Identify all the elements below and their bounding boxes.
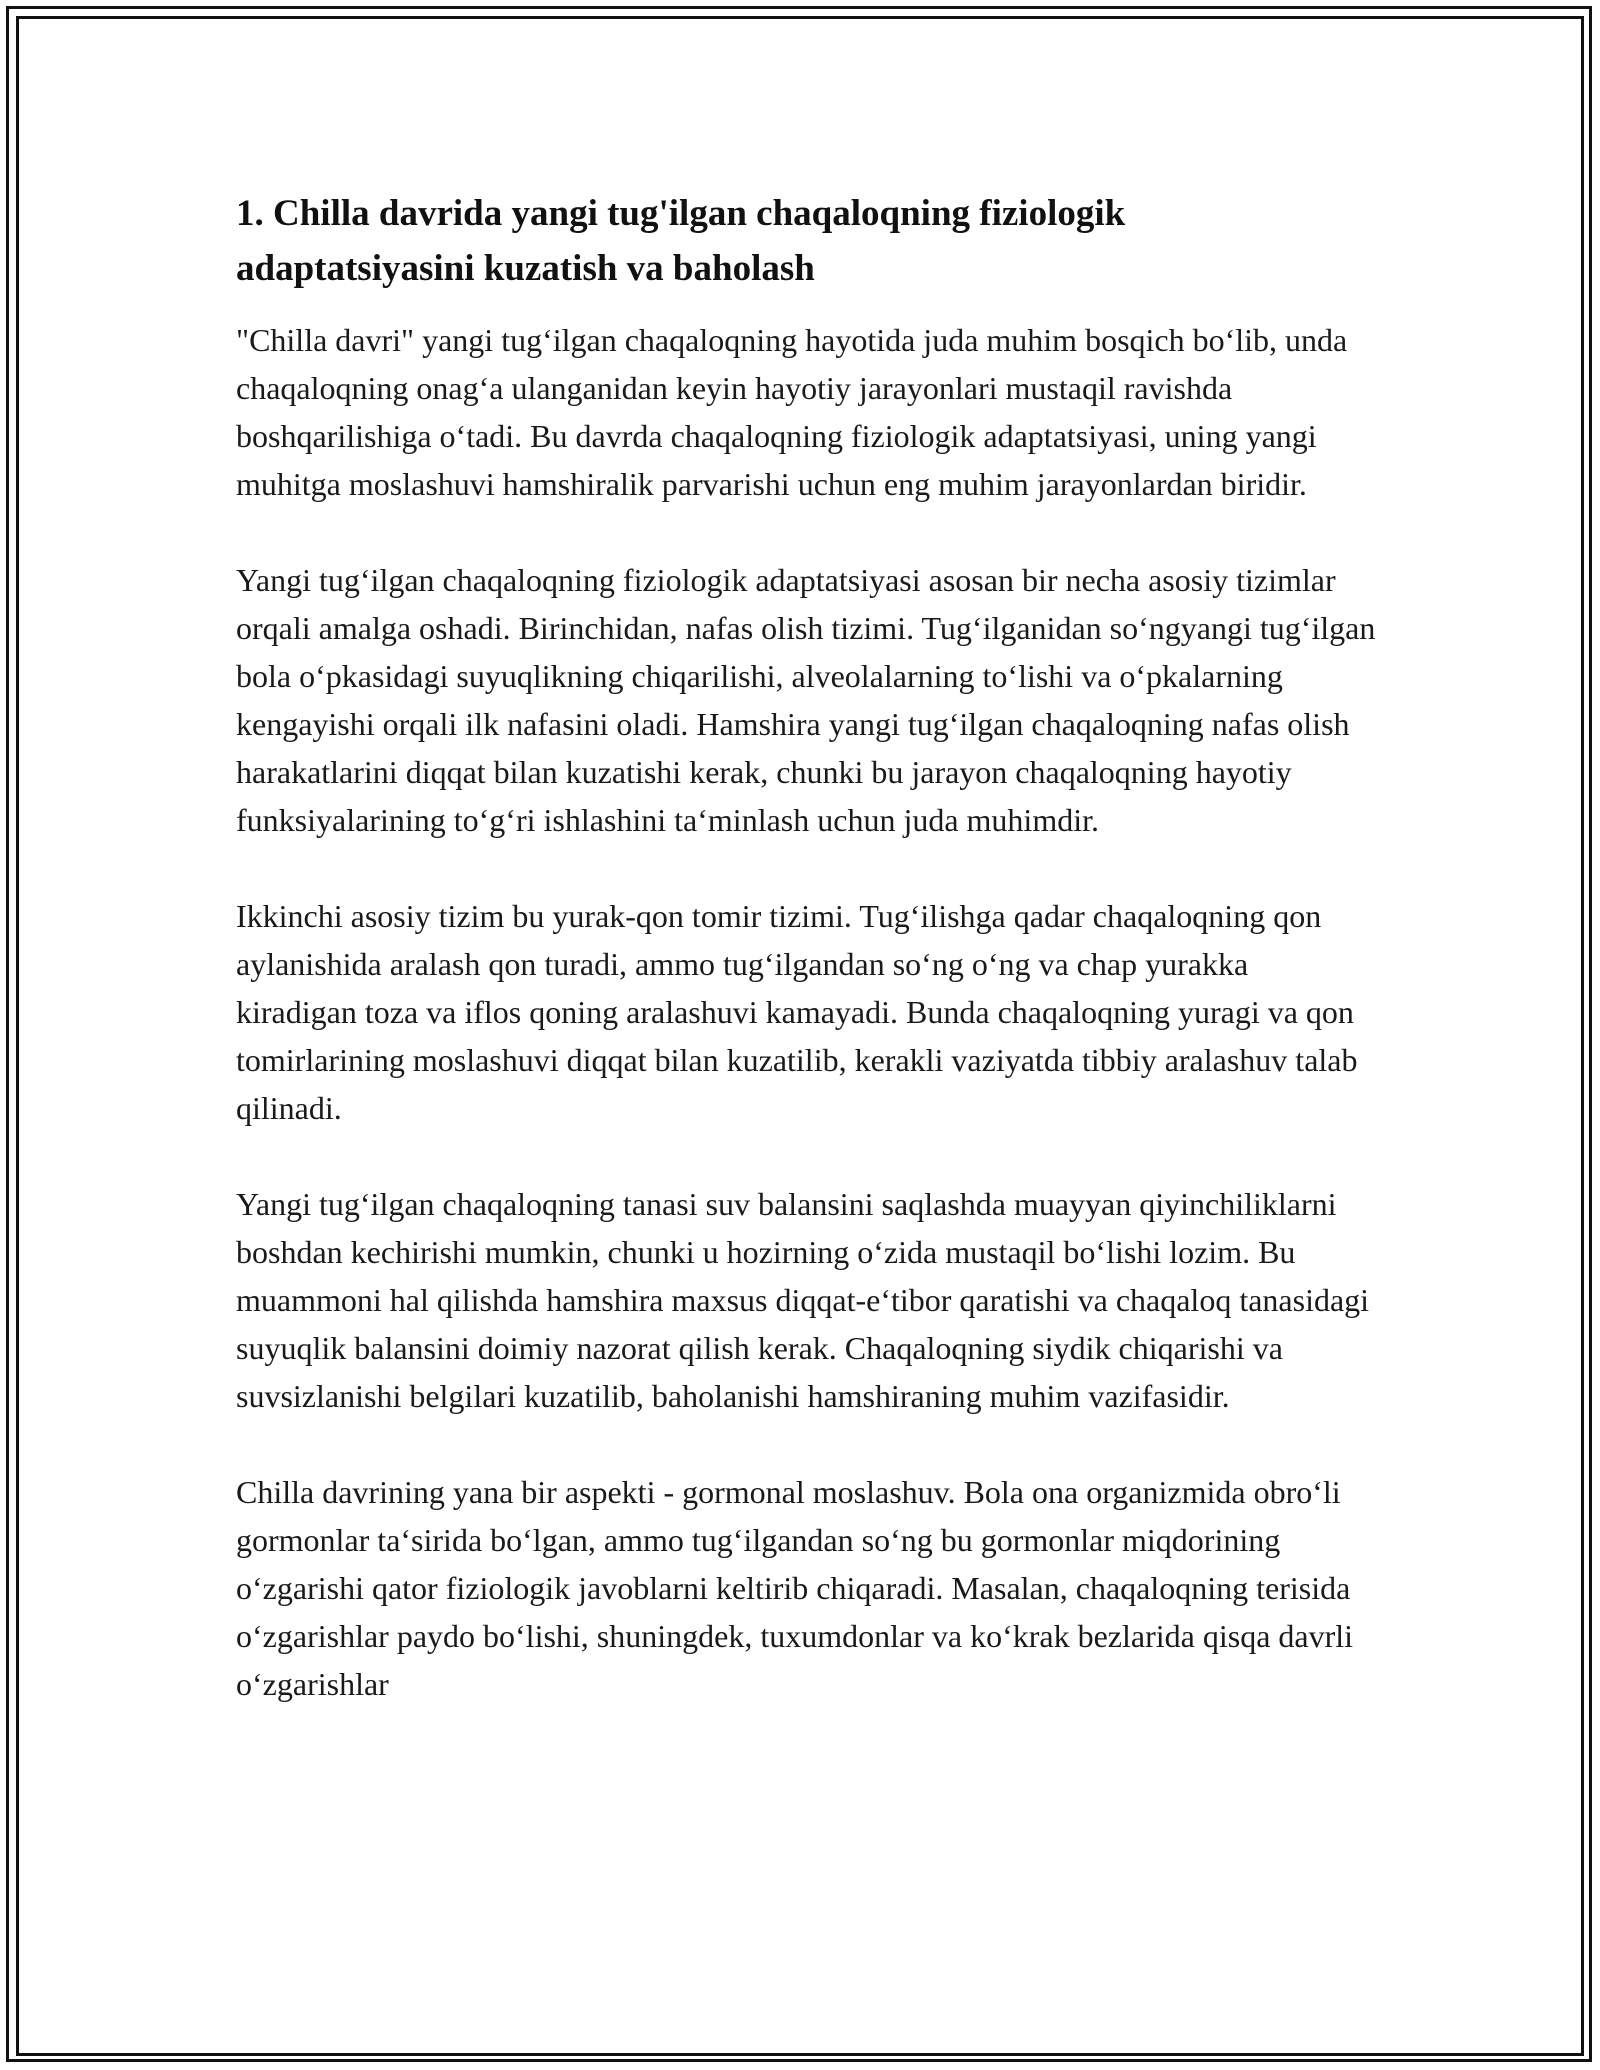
heading-line-1: 1. Chilla davrida yangi tug'ilgan chaqaloqning fiziologik xyxy=(236,193,1126,234)
paragraph-4: Yangi tug‘ilgan chaqaloqning tanasi suv balansini saqlashda muayyan qiyinchiliklarni boshdan kechirishi mumkin, chunki u hozirning o‘zida mustaqil bo‘lishi lozim. Bu muammoni hal qilishda hamshira maxsus diqqat-e‘tibor qaratishi va chaqaloq tanasidagi suyuqlik balansini doimiy nazorat qilish kerak. Chaqaloqning siydik chiqarishi va suvsizlanishi belgilari kuzatilib, baholanishi hamshiraning muhim vazifasidir. xyxy=(236,1186,1370,1414)
heading-line-2: adaptatsiyasini kuzatish va baholash xyxy=(236,248,815,289)
document-body xyxy=(236,186,1376,1756)
paragraph-5: Chilla davrining yana bir aspekti - gormonal moslashuv. Bola ona organizmida obro‘li gormonlar ta‘sirida bo‘lgan, ammo tug‘ilgandan so‘ng bu gormonlar miqdorining o‘zgarishi qator fiziologik javoblarni keltirib chiqaradi. Masalan, chaqaloqning terisida o‘zgarishlar paydo bo‘lishi, shuningdek, tuxumdonlar va ko‘krak bezlarida qisqa davrli o‘zgarishlar xyxy=(236,1474,1354,1702)
paragraph-2: Yangi tug‘ilgan chaqaloqning fiziologik adaptatsiyasi asosan bir necha asosiy tizimlar orqali amalga oshadi. Birinchidan, nafas olish tizimi. Tug‘ilganidan so‘ngyangi tug‘ilgan bola o‘pkasidagi suyuqlikning chiqarilishi, alveolalarning to‘lishi va o‘pkalarning kengayishi orqali ilk nafasini oladi. Hamshira yangi tug‘ilgan chaqaloqning nafas olish harakatlarini diqqat bilan kuzatishi kerak, chunki bu jarayon chaqaloqning hayotiy funksiyalarining to‘g‘ri ishlashini ta‘minlash uchun juda muhimdir. xyxy=(236,562,1376,838)
paragraph-3: Ikkinchi asosiy tizim bu yurak-qon tomir tizimi. Tug‘ilishga qadar chaqaloqning qon aylanishida aralash qon turadi, ammo tug‘ilgandan so‘ng o‘ng va chap yurakka kiradigan toza va iflos qoning aralashuvi kamayadi. Bunda chaqaloqning yuragi va qon tomirlarining moslashuvi diqqat bilan kuzatilib, kerakli vaziyatda tibbiy aralashuv talab qilinadi. xyxy=(236,898,1358,1126)
section-heading xyxy=(236,186,1376,296)
paragraph-1: "Chilla davri" yangi tug‘ilgan chaqaloqning hayotida juda muhim bosqich bo‘lib, unda chaqaloqning onag‘a ulanganidan keyin hayotiy jarayonlari mustaqil ravishda boshqarilishiga o‘tadi. Bu davrda chaqaloqning fiziologik adaptatsiyasi, uning yangi muhitga moslashuvi hamshiralik parvarishi uchun eng muhim jarayonlardan biridir. xyxy=(236,322,1348,502)
